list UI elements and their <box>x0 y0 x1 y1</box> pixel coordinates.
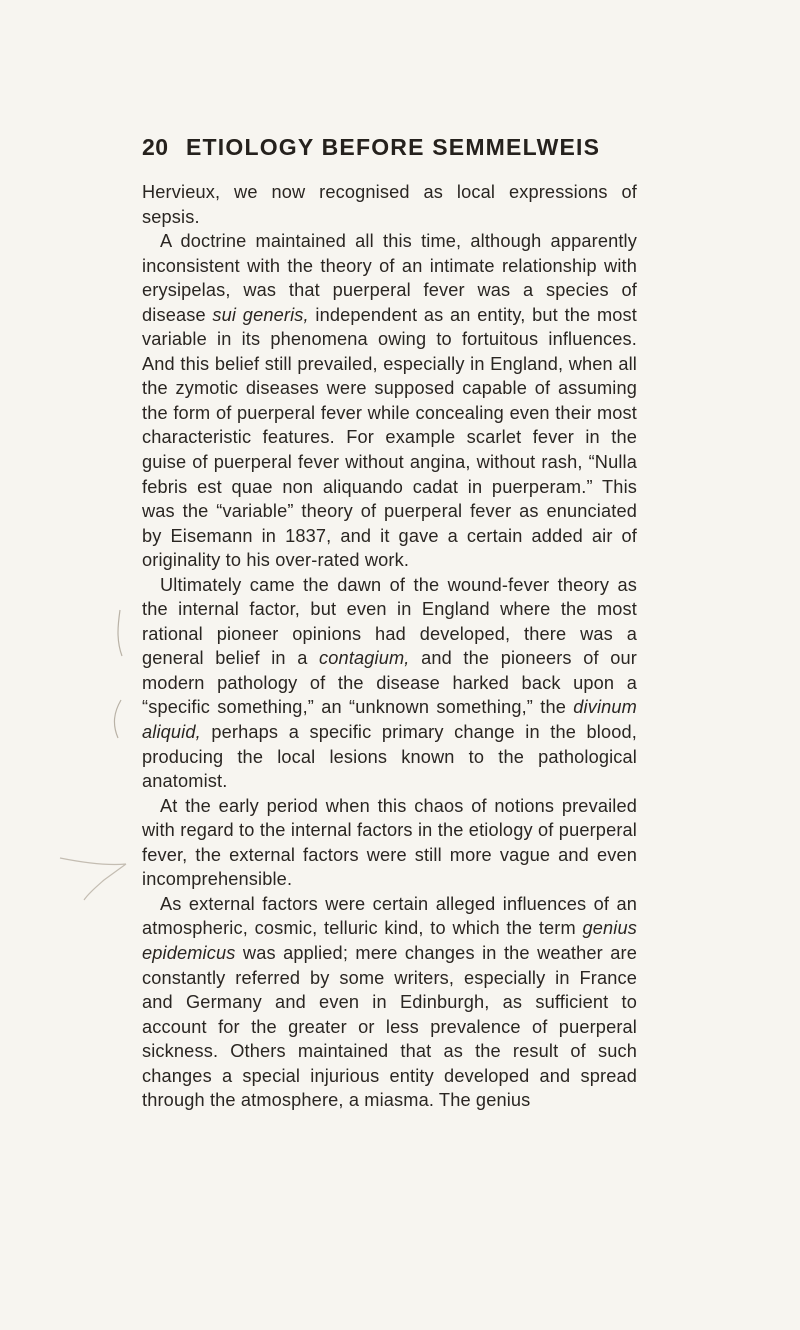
paragraph-2 <box>142 229 637 573</box>
text-run: perhaps a specific primary change in the blood, producing the local lesions known to the pathological anatomist. <box>142 722 637 792</box>
text-run: and the pioneers of our modern pathology of the disease harked back upon a “specific something,” an “unknown something,” the <box>142 648 637 718</box>
italic-term: genius epidemicus <box>142 918 637 963</box>
text-run: Ultimately came the dawn of the wound-fever theory as the internal factor, but even in England where the most rational pioneer opinions had developed, there was a general belief in a <box>142 574 637 669</box>
text-run: independent as an entity, but the most variable in its phenomena owing to fortuitous influences. And this belief still prevailed, especially in England, when all the zymotic diseases were supposed capable of assuming the form of puerperal fever while concealing even their most characteristic features. For example scarlet fever in the guise of puerperal fever without angina, without rash, “Nulla febris est quae non aliquando cadat in puerperam.” This was the “variable” theory of puerperal fever as enunciated by Eisemann in 1837, and it gave a certain added air of originality to his over-rated work. <box>142 304 637 571</box>
text-run: A doctrine maintained all this time, although apparently inconsistent with the theory of an intimate relationship with erysipelas, was that puerperal fever was a species of disease <box>142 231 637 325</box>
paragraph-1 <box>142 180 637 229</box>
text-run: Hervieux, we now recognised as local expressions of sepsis. <box>142 182 637 227</box>
italic-term: sui generis, <box>212 304 309 325</box>
text-run: was applied; mere changes in the weather are constantly referred by some writers, especially in France and Germany and even in Edinburgh, as sufficient to account for the greater or less prevalence of puerperal sickness. Others maintained that as the result of such changes a special injurious entity developed and spread through the atmosphere, a miasma. The genius <box>142 942 637 1111</box>
page-header <box>142 134 642 168</box>
body-text <box>142 180 637 1113</box>
italic-term: contagium, <box>319 648 410 669</box>
text-run: As external factors were certain alleged influences of an atmospheric, cosmic, telluric kind, to which the term <box>142 893 637 939</box>
margin-arrow-mark <box>60 858 126 900</box>
text-run: At the early period when this chaos of notions prevailed with regard to the internal factors in the etiology of puerperal fever, the external factors were still more vague and even incomprehensible. <box>142 795 637 890</box>
italic-term: divinum aliquid, <box>142 697 637 743</box>
paragraph-3 <box>142 573 637 794</box>
running-head: ETIOLOGY BEFORE SEMMELWEIS <box>186 134 601 160</box>
page-number: 20 <box>142 134 169 160</box>
paragraph-4 <box>142 794 637 892</box>
paragraph-5 <box>142 892 637 1113</box>
margin-bracket-mark <box>114 610 122 738</box>
